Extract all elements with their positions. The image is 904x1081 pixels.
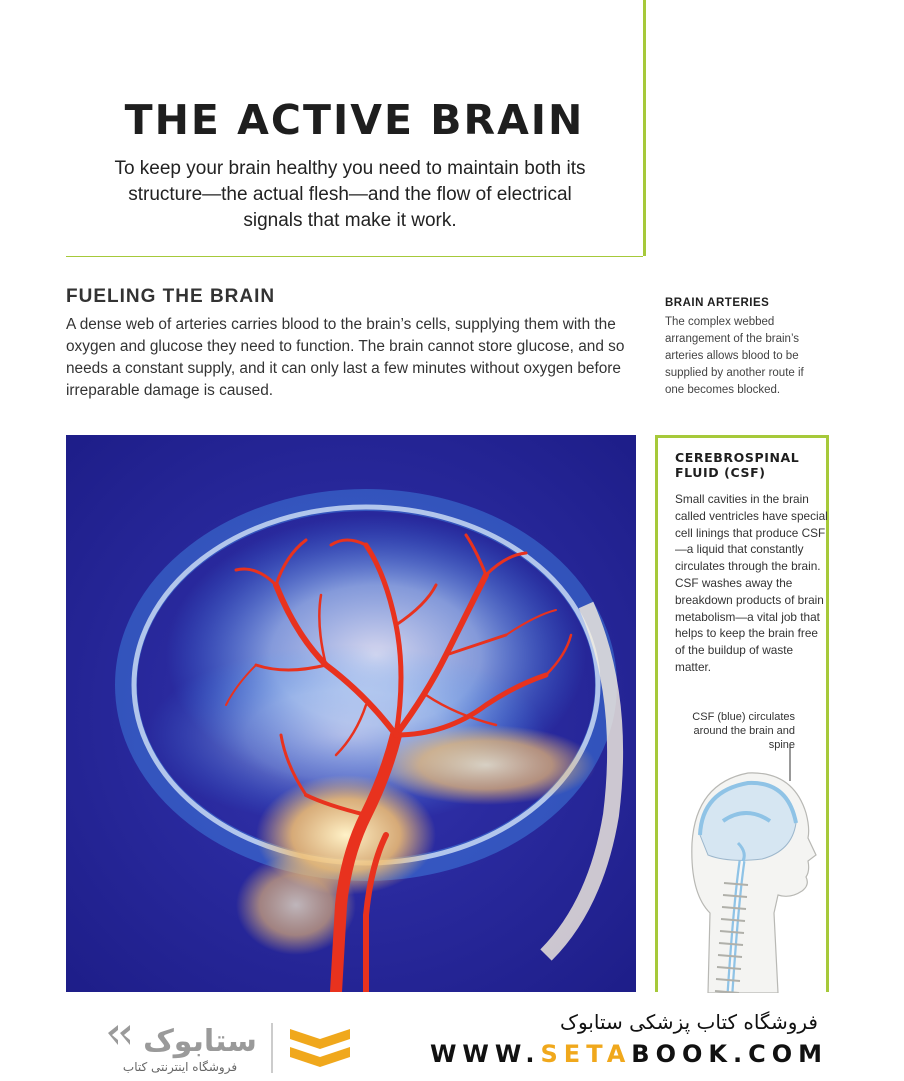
csf-diagram-label: CSF (blue) circulates around the brain and spine: [692, 711, 795, 751]
url-part-2: BOOK.COM: [631, 1040, 828, 1068]
top-divider-horizontal: [66, 256, 643, 257]
caption-title: BRAIN ARTERIES: [665, 297, 770, 309]
intro-text: To keep your brain healthy you need to maintain both its structure—the actual flesh—and the flow of electrical signals that make it work.: [114, 158, 586, 231]
logo-graphic: [100, 1015, 370, 1077]
url-part-highlight: SETA: [540, 1040, 632, 1068]
logo-text: ستابوک: [143, 1024, 257, 1059]
section-body: A dense web of arteries carries blood to the brain’s cells, supplying them with the oxygen and glucose they need to function. The brain cannot store glucose, and so needs a constant supply, and it can only last a few minutes without oxygen before irreparable damage is caused.: [66, 316, 625, 399]
brain-arteries-photo: [66, 435, 636, 992]
section-heading: FUELING THE BRAIN: [66, 286, 276, 307]
store-name: فروشگاه کتاب پزشکی ستابوک: [560, 1010, 818, 1034]
csf-title: CEREBROSPINAL FLUID (CSF): [675, 450, 800, 480]
caption-body: The complex webbed arrangement of the brain’s arteries allows blood to be supplied by another route if one becomes blocked.: [665, 316, 804, 396]
setabook-logo: [100, 1015, 370, 1081]
csf-sidebar: [655, 435, 829, 992]
top-divider-vertical: [643, 0, 646, 256]
csf-head-diagram: [678, 743, 818, 993]
logo-subtitle: فروشگاه اینترنتی کتاب: [122, 1060, 238, 1074]
url-part-1: WWW.: [429, 1040, 541, 1068]
store-url[interactable]: [430, 1040, 828, 1068]
page-title: THE ACTIVE BRAIN: [124, 96, 585, 144]
csf-body: Small cavities in the brain called ventricles have special cell linings that produce CSF—a liquid that constantly circulates through the brain. CSF washes away the breakdown products of brain metabolism—a vital job that helps to keep the brain free of the buildup of waste matter.: [675, 492, 828, 674]
